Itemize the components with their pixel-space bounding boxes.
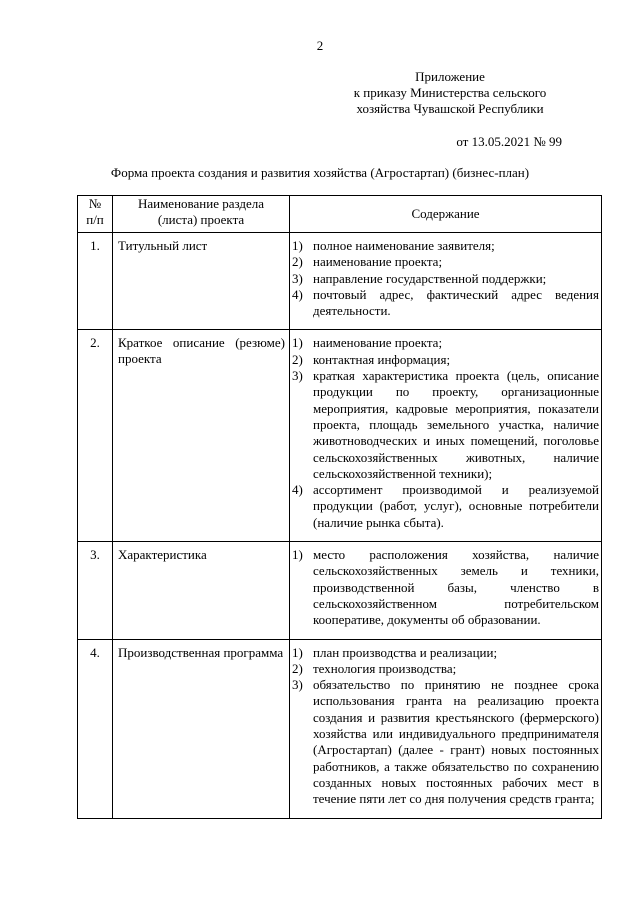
content-list: [292, 238, 599, 319]
list-item: [292, 335, 599, 351]
table-header-row: [78, 196, 602, 233]
list-item: [292, 482, 599, 531]
list-item-marker: 2): [292, 660, 303, 676]
list-item: [292, 352, 599, 368]
section-name: Краткое описание (резюме) проекта: [113, 330, 290, 542]
appendix-header: [320, 69, 580, 117]
business-plan-table: [77, 195, 602, 819]
list-item-text: ассортимент производимой и реализуемой продукции (работ, услуг), основные потребители (наличие рынка сбыта).: [313, 482, 599, 530]
list-item-text: краткая характеристика проекта (цель, описание продукции по проекту, организационные мероприятия, кадровые мероприятия, показатели проекта, площадь земельного участка, наличие животноводческих и иных помещений, поголовье сельскохозяйственных животных, наличие сельскохозяйственной техники);: [313, 368, 599, 481]
list-item-text: наименование проекта;: [313, 335, 443, 351]
content-list: [292, 547, 599, 628]
list-item-marker: 1): [292, 238, 303, 253]
list-item-marker: 3): [292, 677, 303, 693]
row-number: 4.: [78, 639, 113, 818]
header-content: Содержание: [290, 196, 602, 233]
order-date: от 13.05.2021 № 99: [456, 134, 562, 149]
list-item-text: направление государственной поддержки;: [313, 270, 547, 286]
row-number: 2.: [78, 330, 113, 542]
list-item-marker: 3): [292, 270, 303, 286]
appendix-line: хозяйства Чувашской Республики: [356, 101, 544, 116]
page-number: 2: [316, 38, 324, 53]
list-item-marker: 2): [292, 351, 303, 367]
list-item-text: технология производства;: [313, 660, 457, 676]
table-row: [78, 233, 602, 330]
row-number: 3.: [78, 542, 113, 639]
content-list: [292, 645, 599, 808]
table-row: [78, 330, 602, 542]
list-item-text: план производства и реализации;: [313, 644, 498, 660]
section-name: Титульный лист: [113, 233, 290, 330]
list-item-text: почтовый адрес, фактический адрес ведения деятельности.: [313, 286, 599, 319]
list-item: [292, 645, 599, 661]
list-item: [292, 661, 599, 677]
content-cell: [290, 233, 602, 330]
list-item-marker: 2): [292, 254, 303, 270]
list-item-text: контактная информация;: [313, 351, 451, 367]
list-item-marker: 1): [292, 644, 303, 660]
header-section: Наименование раздела (листа) проекта: [113, 196, 290, 233]
list-item: [292, 287, 599, 320]
list-item-text: место расположения хозяйства, наличие сельскохозяйственных земель и техники, производственной базы, членство в сельскохозяйственном потребительском кооперативе, документы об образовании.: [313, 547, 599, 628]
list-item-marker: 4): [292, 482, 303, 498]
list-item-marker: 4): [292, 286, 303, 302]
list-item: [292, 254, 599, 270]
list-item-marker: 3): [292, 368, 303, 384]
form-title: Форма проекта создания и развития хозяйства (Агростартап) (бизнес-план): [110, 165, 530, 180]
content-list: [292, 335, 599, 531]
content-cell: [290, 639, 602, 818]
list-item-marker: 1): [292, 547, 303, 563]
list-item-text: обязательство по принятию не позднее срока использования гранта на реализацию проекта создания и развития крестьянского (фермерского) хозяйства или индивидуального предпринимателя (Агростартап) (далее - грант) новых постоянных работников, а также обязательство по сохранению созданных новых постоянных рабочих мест в течение пяти лет со дня получения средств гранта;: [313, 677, 599, 807]
list-item: [292, 677, 599, 807]
content-cell: [290, 542, 602, 639]
list-item-text: полное наименование заявителя;: [313, 238, 495, 253]
list-item: [292, 368, 599, 482]
appendix-line: Приложение: [415, 69, 485, 84]
appendix-line: к приказу Министерства сельского: [353, 85, 547, 100]
list-item: [292, 547, 599, 628]
row-number: 1.: [78, 233, 113, 330]
section-name: Производственная программа: [113, 639, 290, 818]
content-cell: [290, 330, 602, 542]
list-item-marker: 1): [292, 335, 303, 351]
list-item: [292, 271, 599, 287]
list-item-text: наименование проекта;: [313, 254, 443, 270]
section-name: Характеристика: [113, 542, 290, 639]
table-row: [78, 639, 602, 818]
list-item: [292, 238, 599, 254]
table-row: [78, 542, 602, 639]
header-num: № п/п: [78, 196, 113, 233]
